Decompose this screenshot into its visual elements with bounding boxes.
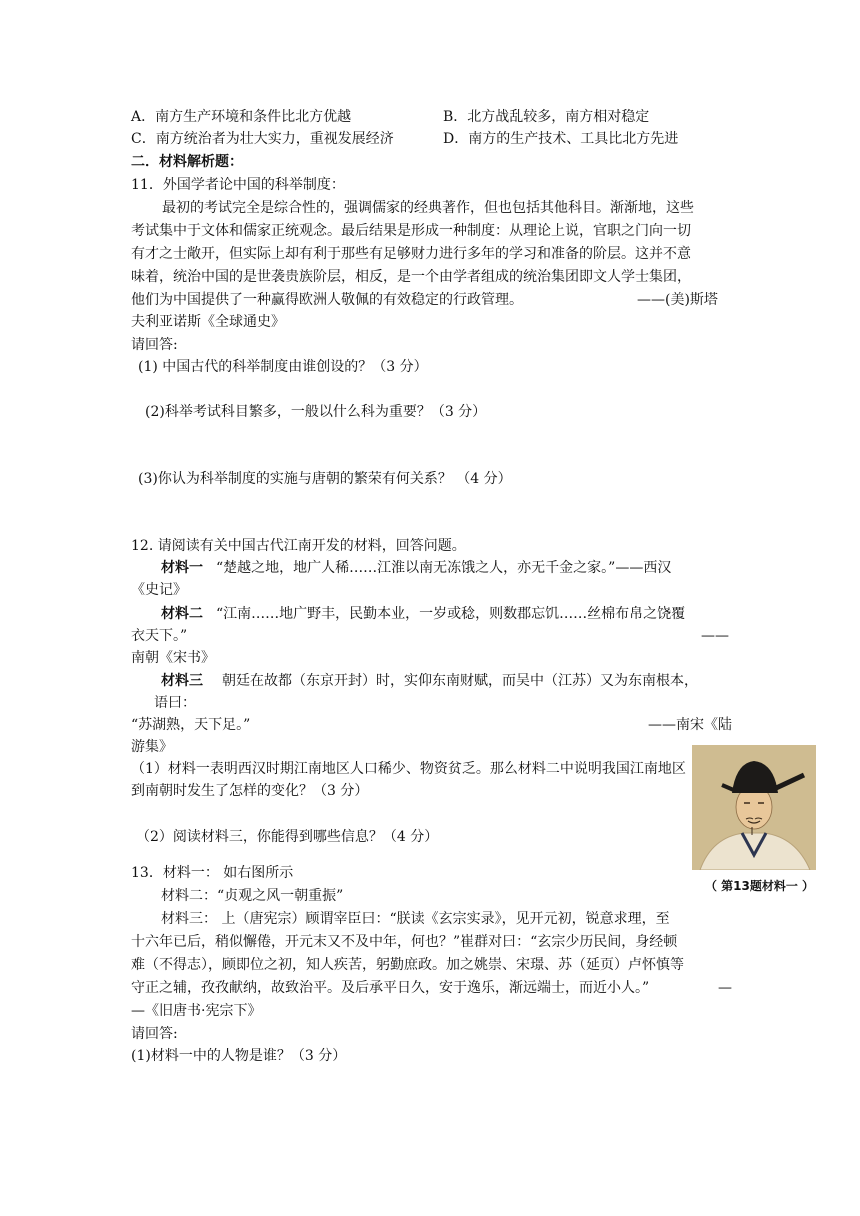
q11-para-line: 他们为中国提供了一种赢得欧洲人敬佩的有效稳定的行政管理。	[131, 292, 523, 308]
q11-prompt: 请回答:	[131, 337, 178, 353]
q12-m3-quote: “苏湖熟，天下足。”	[131, 717, 251, 733]
q12-m3-source-cont: 游集》	[131, 739, 173, 755]
choice-b: B．北方战乱较多，南方相对稳定	[443, 109, 650, 125]
q12-m2-source: 南朝《宋书》	[131, 650, 215, 666]
section-title: 二．材料解析题：	[131, 154, 243, 170]
q13-dash: —	[718, 980, 732, 996]
q12-question-2: （2）阅读材料三，你能得到哪些信息？（4 分）	[136, 829, 439, 845]
q12-m1-label: 材料一	[161, 560, 203, 576]
q11-title: 11．外国学者论中国的科举制度：	[131, 177, 345, 193]
q11-para-line: 有才之士敞开，但实际上却有利于那些有足够财力进行多年的学习和准备的阶层。这并不意	[131, 246, 691, 262]
q11-question-3: (3)你认为科举制度的实施与唐朝的繁荣有何关系？ （4 分）	[138, 471, 512, 487]
choice-c: C．南方统治者为壮大实力，重视发展经济	[131, 131, 394, 147]
q12-m2-label: 材料二	[161, 606, 203, 622]
q12-m2-text-cont: 衣天下。”	[131, 628, 188, 644]
q13-m2: 材料二：“贞观之风一朝重振”	[161, 888, 344, 904]
q13-source: —《旧唐书·宪宗下》	[131, 1003, 262, 1019]
q12-m1-source: 《史记》	[131, 582, 187, 598]
choice-d: D．南方的生产技术、工具比北方先进	[443, 131, 679, 147]
q11-para-line: 考试集中于文体和儒家正统观念。最后结果是形成一种制度：从理论上说，官职之门向一切	[131, 223, 691, 239]
q11-source: ——(美)斯塔	[637, 292, 718, 308]
q11-source-cont: 夫利亚诺斯《全球通史》	[131, 314, 285, 330]
q13-title: 13．材料一： 如右图所示	[131, 865, 294, 881]
q12-m3-text: 朝廷在故都（东京开封）时，实仰东南财赋，而吴中（江苏）又为东南根本，	[222, 673, 698, 689]
q13-m3-line: 材料三： 上（唐宪宗）顾谓宰臣曰：“朕读《玄宗实录》，见开元初，锐意求理，至	[161, 911, 670, 927]
q11-para-line: 味着，统治中国的是世袭贵族阶层，相反，是一个由学者组成的统治集团即文人学士集团，	[131, 269, 691, 285]
q12-m1-text: “楚越之地，地广人稀……江淮以南无冻饿之人，亦无千金之家。”——西汉	[216, 560, 672, 576]
q11-para-line: 最初的考试完全是综合性的，强调儒家的经典著作，但也包括其他科目。渐渐地，这些	[162, 200, 694, 216]
q12-m2-dash: ——	[701, 628, 729, 644]
q12-m3-source: ——南宋《陆	[648, 717, 732, 733]
q12-question-1: （1）材料一表明西汉时期江南地区人口稀少、物资贫乏。那么材料二中说明我国江南地区	[131, 761, 686, 777]
q13-question-1: (1)材料一中的人物是谁？（3 分）	[131, 1048, 347, 1064]
q13-m3-line: 十六年已后，稍似懈倦，开元末又不及中年，何也？”崔群对曰：“玄宗少历民间，身经顿	[131, 934, 678, 950]
portrait-caption: （ 第13题材料一 ）	[705, 879, 815, 893]
q12-m3-label: 材料三	[161, 673, 203, 689]
q11-question-1: (1) 中国古代的科举制度由谁创设的？（3 分）	[138, 359, 428, 375]
q12-m2-text: “江南……地广野丰，民勤本业，一岁或稔，则数郡忘饥……丝棉布帛之饶覆	[216, 606, 686, 622]
portrait-drawing	[692, 745, 816, 870]
q13-m3-line: 守正之辅，孜孜献纳，故致治平。及后承平日久，安于逸乐，渐远端士，而近小人。”	[131, 980, 650, 996]
q13-m3-line: 难（不得志），顾即位之初，知人疾苦，躬勤庶政。加之姚崇、宋璟、苏（延页）卢怀慎等	[131, 957, 684, 973]
q12-question-1-cont: 到南朝时发生了怎样的变化？（3 分）	[131, 783, 369, 799]
q12-title: 12. 请阅读有关中国古代江南开发的材料，回答问题。	[131, 538, 466, 554]
choice-a: A．南方生产环境和条件比北方优越	[131, 109, 352, 125]
q11-question-2: (2)科举考试科目繁多，一般以什么科为重要？（3 分）	[145, 404, 487, 420]
emperor-portrait-image	[692, 745, 816, 870]
q12-m3-text-cont: 语曰：	[154, 695, 196, 711]
q13-prompt: 请回答:	[131, 1026, 178, 1042]
